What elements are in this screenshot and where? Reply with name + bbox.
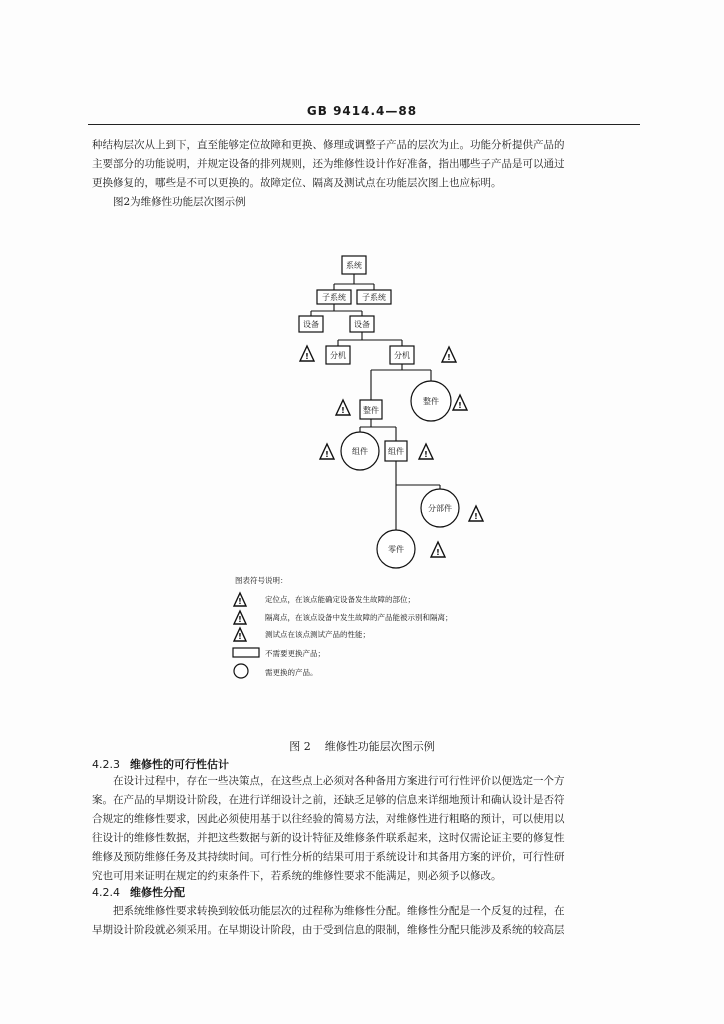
figure-title: 维修性功能层次图示例	[324, 740, 435, 753]
diagram-node-replaceable-assembly	[411, 381, 451, 421]
standard-header: GB 9414.4—88	[306, 104, 418, 118]
triangle-point-icon	[442, 347, 456, 362]
triangle-point-icon	[453, 395, 467, 410]
body-line: 在设计过程中，存在一些决策点，在这些点上必须对各种备用方案进行可行性评价以便选定一个方	[113, 775, 565, 787]
legend-locate-point	[234, 593, 415, 606]
svg-text:子系统: 子系统	[362, 293, 386, 302]
svg-text:组件: 组件	[352, 447, 368, 456]
section-heading-4-2-4	[92, 884, 185, 900]
svg-text:整件: 整件	[363, 406, 379, 415]
svg-text:!: !	[436, 548, 440, 557]
svg-text:整件: 整件	[423, 397, 439, 406]
svg-text:!: !	[305, 352, 309, 361]
diagram-node-subsystem	[317, 290, 351, 304]
body-line: 往设计的维修性数据，并把这些数据与新的设计特征及维修条件联系起来，这时仅需论证主要的修复性	[92, 832, 565, 844]
svg-text:!: !	[238, 597, 242, 606]
triangle-point-icon	[469, 506, 483, 521]
triangle-point-icon	[300, 346, 314, 361]
svg-text:!: !	[458, 401, 462, 410]
diagram-node-replaceable-subpart	[421, 489, 459, 527]
section-title: 维修性的可行性估计	[130, 758, 229, 771]
body-line: 究也可用来证明在规定的约束条件下，若系统的维修性要求不能满足，则必须予以修改。	[92, 870, 502, 882]
legend-test-point	[234, 628, 370, 641]
svg-text:!: !	[238, 615, 242, 624]
body-line: 早期设计阶段就必须采用。在早期设计阶段，由于受到信息的限制，维修性分配只能涉及系统的较高层	[92, 924, 565, 936]
svg-text:!: !	[447, 353, 451, 362]
svg-text:设备: 设备	[354, 320, 370, 329]
intro-line: 更换修复的，哪些是不可以更换的。故障定位、隔离及测试点在功能层次图上也应标明。	[92, 177, 502, 189]
diagram-legend	[233, 575, 453, 678]
intro-line: 种结构层次从上到下，直至能够定位故障和更换、修理或调整子产品的层次为止。功能分析提供产品的	[92, 139, 565, 151]
svg-text:!: !	[424, 450, 428, 459]
triangle-point-icon	[336, 400, 350, 415]
svg-text:组件: 组件	[388, 447, 404, 456]
svg-text:不需要更换产品；: 不需要更换产品；	[265, 649, 325, 658]
diagram-node-equipment	[350, 316, 374, 332]
body-line: 案。在产品的早期设计阶段，在进行详细设计之前，还缺乏足够的信息来详细地预计和确认设计是否符	[92, 794, 565, 806]
svg-text:测试点在该点测试产品的性能；: 测试点在该点测试产品的性能；	[265, 630, 370, 639]
diagram-node-replaceable-component	[341, 432, 379, 470]
section-heading-4-2-3	[92, 756, 229, 772]
svg-text:零件: 零件	[388, 545, 404, 554]
section-4-2-4-body	[92, 902, 638, 940]
figure-intro: 图2为维修性功能层次图示例	[113, 196, 246, 208]
diagram-node-assembly	[360, 400, 382, 419]
triangle-point-icon	[320, 444, 334, 459]
triangle-point-icon	[431, 542, 445, 557]
diagram-node-subsystem	[357, 290, 391, 304]
svg-text:隔离点，在该点设备中发生故障的产品能被示别和隔离；: 隔离点，在该点设备中发生故障的产品能被示别和隔离；	[265, 613, 453, 622]
figure-number: 图 2	[289, 740, 311, 753]
diagram-node-system	[342, 256, 366, 274]
diagram-node-equipment	[299, 316, 323, 332]
figure-caption	[0, 738, 724, 754]
svg-text:!: !	[238, 632, 242, 641]
svg-text:!: !	[474, 512, 478, 521]
diagram-node-component	[385, 441, 407, 461]
svg-text:需更换的产品。: 需更换的产品。	[265, 668, 318, 677]
diagram-node-replaceable-part	[377, 530, 415, 568]
svg-text:分机: 分机	[330, 351, 346, 360]
legend-title: 图表符号说明：	[235, 576, 288, 585]
section-number: 4.2.4	[92, 886, 120, 899]
svg-text:定位点，在该点能确定设备发生故障的部位；: 定位点，在该点能确定设备发生故障的部位；	[265, 595, 415, 604]
section-number: 4.2.3	[92, 758, 120, 771]
svg-text:系统: 系统	[346, 261, 362, 270]
legend-replaceable	[234, 664, 318, 678]
legend-isolate-point	[234, 611, 453, 624]
diagram-node-unit	[326, 346, 350, 364]
section-title: 维修性分配	[130, 886, 185, 899]
diagram-node-unit	[390, 346, 414, 364]
triangle-point-icon	[419, 444, 433, 459]
legend-non-replaceable	[233, 648, 325, 658]
svg-text:!: !	[341, 406, 345, 415]
svg-text:!: !	[325, 450, 329, 459]
svg-text:设备: 设备	[303, 320, 319, 329]
svg-text:分部件: 分部件	[428, 504, 452, 513]
body-line: 把系统维修性要求转换到较低功能层次的过程称为维修性分配。维修性分配是一个反复的过程，在	[113, 905, 565, 917]
body-line: 维修及预防维修任务及其持续时间。可行性分析的结果可用于系统设计和其备用方案的评价，可行性研	[92, 851, 565, 863]
body-line: 合规定的维修性要求，因此必须使用基于以往经验的简易方法，对维修性进行粗略的预计，可以使用以	[92, 813, 565, 825]
intro-line: 主要部分的功能说明，并规定设备的排列规则，还为维修性设计作好准备，指出哪些子产品是可以通过	[92, 158, 565, 170]
svg-text:分机: 分机	[394, 351, 410, 360]
svg-text:子系统: 子系统	[322, 293, 346, 302]
section-4-2-3-body	[92, 772, 638, 886]
